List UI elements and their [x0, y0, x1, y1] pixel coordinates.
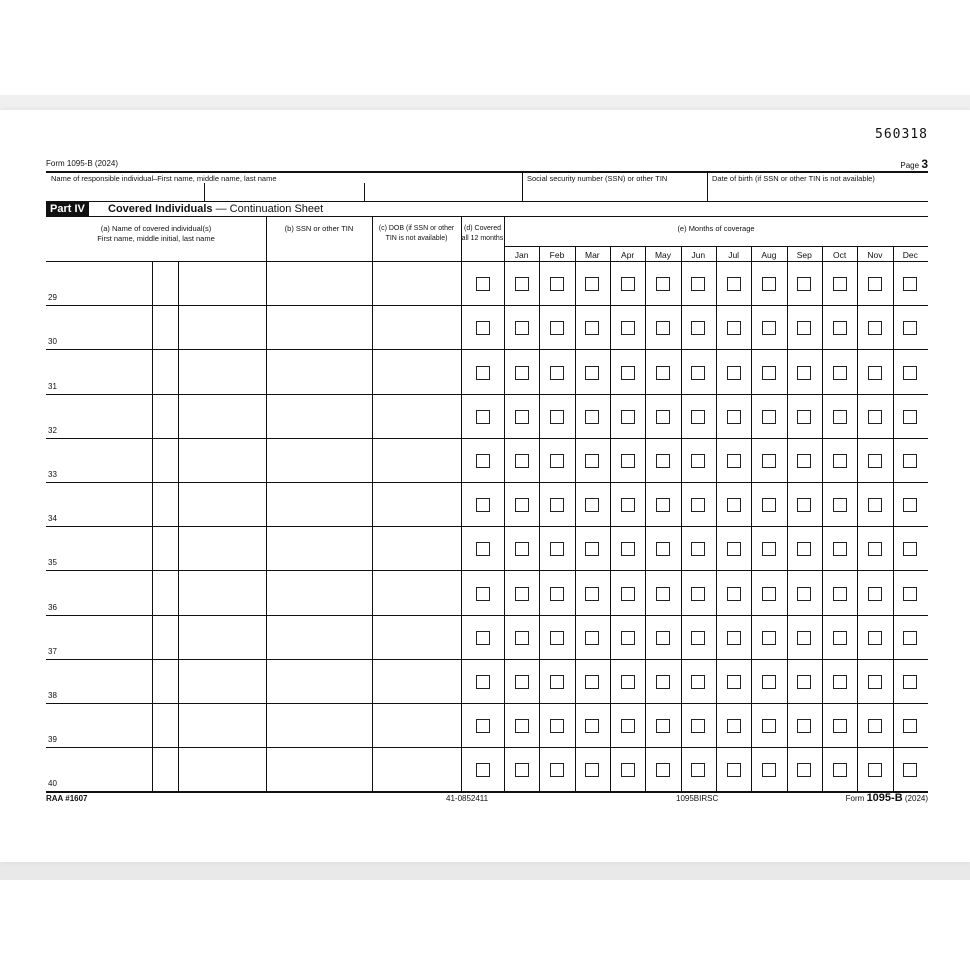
month-checkbox-may[interactable] — [656, 454, 670, 468]
page-word: Page — [900, 161, 920, 170]
month-checkbox-nov[interactable] — [868, 675, 882, 689]
month-checkbox-aug[interactable] — [762, 277, 776, 291]
dob-divider — [707, 172, 708, 201]
row-number: 30 — [48, 337, 57, 347]
month-checkbox-aug[interactable] — [762, 410, 776, 424]
col-c-header — [372, 224, 461, 244]
column-line-1 — [178, 262, 179, 792]
month-checkbox-sep[interactable] — [797, 719, 811, 733]
month-checkbox-mar[interactable] — [585, 763, 599, 777]
month-checkbox-jan[interactable] — [515, 675, 529, 689]
month-checkbox-feb[interactable] — [550, 498, 564, 512]
col-b-header: (b) SSN or other TIN — [284, 224, 354, 233]
month-checkbox-dec[interactable] — [903, 498, 917, 512]
month-checkbox-mar[interactable] — [585, 675, 599, 689]
column-line-4 — [461, 217, 462, 792]
month-checkbox-apr[interactable] — [621, 410, 635, 424]
month-checkbox-jul[interactable] — [727, 587, 741, 601]
covered-all-year-checkbox[interactable] — [476, 498, 490, 512]
month-checkbox-oct[interactable] — [833, 454, 847, 468]
month-checkbox-mar[interactable] — [585, 498, 599, 512]
covered-all-year-checkbox[interactable] — [476, 410, 490, 424]
month-checkbox-nov[interactable] — [868, 631, 882, 645]
month-checkbox-jul[interactable] — [727, 675, 741, 689]
row-number: 32 — [48, 425, 57, 435]
month-checkbox-jan[interactable] — [515, 321, 529, 335]
month-checkbox-jan[interactable] — [515, 542, 529, 556]
month-checkbox-may[interactable] — [656, 631, 670, 645]
month-checkbox-jun[interactable] — [691, 410, 705, 424]
col-a-label: (a) Name of covered individual(s) — [100, 224, 212, 233]
footer-form-number: 1095-B — [866, 792, 903, 804]
month-column-line-9 — [822, 247, 823, 792]
col-a-header — [46, 224, 266, 244]
month-checkbox-feb[interactable] — [550, 366, 564, 380]
row-rule — [46, 305, 928, 306]
month-checkbox-jun[interactable] — [691, 631, 705, 645]
month-checkbox-oct[interactable] — [833, 675, 847, 689]
month-column-line-3 — [610, 247, 611, 792]
raa-code: RAA #1607 — [46, 794, 88, 803]
month-checkbox-jul[interactable] — [727, 498, 741, 512]
month-checkbox-nov[interactable] — [868, 542, 882, 556]
col-c-label: (c) DOB (if SSN or other — [378, 225, 455, 232]
row-rule — [46, 570, 928, 571]
month-checkbox-dec[interactable] — [903, 366, 917, 380]
month-checkbox-dec[interactable] — [903, 675, 917, 689]
month-checkbox-jun[interactable] — [691, 366, 705, 380]
name-divider-2 — [364, 183, 365, 201]
month-checkbox-jun[interactable] — [691, 454, 705, 468]
month-checkbox-sep[interactable] — [797, 410, 811, 424]
month-checkbox-apr[interactable] — [621, 454, 635, 468]
month-checkbox-may[interactable] — [656, 366, 670, 380]
month-column-line-11 — [893, 247, 894, 792]
month-checkbox-jun[interactable] — [691, 675, 705, 689]
month-checkbox-mar[interactable] — [585, 410, 599, 424]
form-code: 1095BIRSC — [676, 794, 719, 803]
month-checkbox-dec[interactable] — [903, 719, 917, 733]
month-label-oct: Oct — [833, 250, 847, 260]
month-checkbox-dec[interactable] — [903, 277, 917, 291]
column-line-2 — [266, 217, 267, 792]
covered-all-year-checkbox[interactable] — [476, 763, 490, 777]
month-checkbox-apr[interactable] — [621, 763, 635, 777]
top-rule — [46, 171, 928, 173]
footer-form-year: (2024) — [904, 794, 928, 803]
month-checkbox-oct[interactable] — [833, 763, 847, 777]
month-checkbox-dec[interactable] — [903, 763, 917, 777]
row-number: 37 — [48, 646, 57, 656]
month-checkbox-mar[interactable] — [585, 277, 599, 291]
part-title-main: Covered Individuals — [108, 203, 213, 215]
row-rule — [46, 349, 928, 350]
month-checkbox-oct[interactable] — [833, 410, 847, 424]
month-checkbox-sep[interactable] — [797, 498, 811, 512]
month-checkbox-mar[interactable] — [585, 719, 599, 733]
row-number: 36 — [48, 602, 57, 612]
covered-all-year-checkbox[interactable] — [476, 277, 490, 291]
month-checkbox-nov[interactable] — [868, 719, 882, 733]
month-checkbox-oct[interactable] — [833, 498, 847, 512]
covered-all-year-checkbox[interactable] — [476, 321, 490, 335]
month-checkbox-mar[interactable] — [585, 587, 599, 601]
month-checkbox-sep[interactable] — [797, 366, 811, 380]
month-checkbox-may[interactable] — [656, 321, 670, 335]
month-checkbox-jan[interactable] — [515, 763, 529, 777]
month-checkbox-jun[interactable] — [691, 587, 705, 601]
month-checkbox-feb[interactable] — [550, 763, 564, 777]
ein-code: 41-0852411 — [446, 794, 489, 803]
month-checkbox-dec[interactable] — [903, 321, 917, 335]
month-checkbox-aug[interactable] — [762, 631, 776, 645]
month-checkbox-apr[interactable] — [621, 542, 635, 556]
month-label-apr: Apr — [621, 250, 635, 260]
month-checkbox-may[interactable] — [656, 719, 670, 733]
month-checkbox-sep[interactable] — [797, 587, 811, 601]
month-label-jan: Jan — [514, 250, 529, 260]
part-rule — [46, 216, 928, 217]
month-checkbox-jan[interactable] — [515, 587, 529, 601]
month-checkbox-feb[interactable] — [550, 719, 564, 733]
covered-all-year-checkbox[interactable] — [476, 542, 490, 556]
month-checkbox-may[interactable] — [656, 542, 670, 556]
month-checkbox-nov[interactable] — [868, 277, 882, 291]
row-rule — [46, 526, 928, 527]
month-checkbox-feb[interactable] — [550, 587, 564, 601]
month-checkbox-mar[interactable] — [585, 631, 599, 645]
month-checkbox-jun[interactable] — [691, 542, 705, 556]
month-checkbox-mar[interactable] — [585, 366, 599, 380]
month-checkbox-feb[interactable] — [550, 631, 564, 645]
month-checkbox-apr[interactable] — [621, 277, 635, 291]
month-checkbox-nov[interactable] — [868, 763, 882, 777]
month-label-sep: Sep — [796, 250, 812, 260]
month-checkbox-apr[interactable] — [621, 587, 635, 601]
row-number: 38 — [48, 691, 57, 700]
col-e-header: (e) Months of coverage — [677, 224, 755, 233]
month-checkbox-nov[interactable] — [868, 454, 882, 468]
covered-all-year-checkbox[interactable] — [476, 675, 490, 689]
month-checkbox-may[interactable] — [656, 587, 670, 601]
row-rule — [46, 394, 928, 395]
month-checkbox-dec[interactable] — [903, 542, 917, 556]
month-label-aug: Aug — [761, 250, 777, 260]
month-checkbox-jul[interactable] — [727, 763, 741, 777]
covered-all-year-checkbox[interactable] — [476, 719, 490, 733]
month-column-line-1 — [539, 247, 540, 792]
month-checkbox-oct[interactable] — [833, 366, 847, 380]
row-number: 33 — [48, 470, 57, 479]
month-checkbox-feb[interactable] — [550, 321, 564, 335]
month-checkbox-nov[interactable] — [868, 321, 882, 335]
header-rule — [46, 201, 928, 202]
column-line-0 — [152, 262, 153, 792]
month-checkbox-jul[interactable] — [727, 410, 741, 424]
month-checkbox-feb[interactable] — [550, 454, 564, 468]
month-checkbox-feb[interactable] — [550, 675, 564, 689]
row-rule — [46, 438, 928, 439]
month-column-line-8 — [787, 247, 788, 792]
month-checkbox-nov[interactable] — [868, 498, 882, 512]
month-checkbox-apr[interactable] — [621, 719, 635, 733]
month-checkbox-feb[interactable] — [550, 542, 564, 556]
month-column-line-5 — [681, 247, 682, 792]
month-checkbox-jun[interactable] — [691, 277, 705, 291]
row-rule — [46, 482, 928, 483]
dob-label: Date of birth (if SSN or other TIN is not available) — [712, 174, 875, 183]
month-checkbox-sep[interactable] — [797, 631, 811, 645]
row-number: 29 — [48, 293, 57, 303]
row-rule — [46, 747, 928, 748]
page-number: 3 — [921, 157, 928, 171]
month-checkbox-apr[interactable] — [621, 498, 635, 512]
month-checkbox-nov[interactable] — [868, 587, 882, 601]
month-checkbox-may[interactable] — [656, 277, 670, 291]
month-checkbox-may[interactable] — [656, 498, 670, 512]
month-checkbox-mar[interactable] — [585, 321, 599, 335]
month-checkbox-apr[interactable] — [621, 631, 635, 645]
month-checkbox-dec[interactable] — [903, 454, 917, 468]
month-checkbox-nov[interactable] — [868, 366, 882, 380]
month-checkbox-jan[interactable] — [515, 498, 529, 512]
month-checkbox-sep[interactable] — [797, 675, 811, 689]
month-label-feb: Feb — [549, 250, 565, 260]
month-checkbox-aug[interactable] — [762, 719, 776, 733]
month-checkbox-aug[interactable] — [762, 321, 776, 335]
col-c-sub: TIN is not available) — [385, 235, 448, 242]
month-checkbox-jan[interactable] — [515, 277, 529, 291]
month-checkbox-apr[interactable] — [621, 675, 635, 689]
row-number: 34 — [48, 514, 57, 524]
month-label-jul: Jul — [728, 250, 740, 260]
row-number: 31 — [48, 381, 57, 391]
month-checkbox-may[interactable] — [656, 675, 670, 689]
serial-number: 560318 — [875, 127, 928, 142]
month-checkbox-jan[interactable] — [515, 631, 529, 645]
month-checkbox-jun[interactable] — [691, 321, 705, 335]
month-checkbox-mar[interactable] — [585, 454, 599, 468]
month-checkbox-may[interactable] — [656, 410, 670, 424]
month-checkbox-oct[interactable] — [833, 631, 847, 645]
month-checkbox-jan[interactable] — [515, 410, 529, 424]
month-checkbox-sep[interactable] — [797, 763, 811, 777]
month-label-may: May — [654, 250, 671, 260]
month-checkbox-mar[interactable] — [585, 542, 599, 556]
month-checkbox-may[interactable] — [656, 763, 670, 777]
month-column-line-2 — [575, 247, 576, 792]
row-number: 35 — [48, 558, 57, 568]
month-checkbox-nov[interactable] — [868, 410, 882, 424]
month-checkbox-jul[interactable] — [727, 542, 741, 556]
month-checkbox-jul[interactable] — [727, 454, 741, 468]
month-checkbox-oct[interactable] — [833, 321, 847, 335]
part-title-sub: — Continuation Sheet — [215, 203, 324, 215]
responsible-name-label: Name of responsible individual–First name, middle name, last name — [51, 174, 277, 183]
month-checkbox-jun[interactable] — [691, 498, 705, 512]
month-checkbox-oct[interactable] — [833, 542, 847, 556]
col-d-header — [461, 224, 504, 244]
covered-all-year-checkbox[interactable] — [476, 587, 490, 601]
month-label-jun: Jun — [691, 250, 706, 260]
col-a-sub: First name, middle initial, last name — [97, 234, 215, 243]
ssn-divider — [522, 172, 523, 201]
month-checkbox-jul[interactable] — [727, 631, 741, 645]
month-label-nov: Nov — [867, 250, 883, 260]
month-checkbox-aug[interactable] — [762, 454, 776, 468]
month-checkbox-aug[interactable] — [762, 587, 776, 601]
covered-all-year-checkbox[interactable] — [476, 454, 490, 468]
row-rule — [46, 703, 928, 704]
month-checkbox-oct[interactable] — [833, 587, 847, 601]
month-checkbox-aug[interactable] — [762, 366, 776, 380]
month-checkbox-dec[interactable] — [903, 410, 917, 424]
month-checkbox-dec[interactable] — [903, 631, 917, 645]
col-d-label: (d) Covered — [464, 225, 501, 232]
month-checkbox-feb[interactable] — [550, 410, 564, 424]
month-checkbox-oct[interactable] — [833, 277, 847, 291]
month-column-line-10 — [857, 247, 858, 792]
month-checkbox-jul[interactable] — [727, 719, 741, 733]
page-label — [900, 157, 928, 171]
part-tag: Part IV — [46, 202, 89, 216]
column-line-3 — [372, 217, 373, 792]
month-checkbox-sep[interactable] — [797, 454, 811, 468]
month-checkbox-oct[interactable] — [833, 719, 847, 733]
part-title — [108, 203, 323, 215]
month-checkbox-feb[interactable] — [550, 277, 564, 291]
month-checkbox-aug[interactable] — [762, 542, 776, 556]
month-checkbox-sep[interactable] — [797, 542, 811, 556]
month-column-line-6 — [716, 247, 717, 792]
month-checkbox-aug[interactable] — [762, 675, 776, 689]
month-label-dec: Dec — [902, 250, 918, 260]
month-checkbox-jul[interactable] — [727, 366, 741, 380]
form-name: Form 1095-B (2024) — [46, 159, 119, 168]
month-checkbox-aug[interactable] — [762, 763, 776, 777]
month-checkbox-dec[interactable] — [903, 587, 917, 601]
month-checkbox-jul[interactable] — [727, 277, 741, 291]
row-rule — [46, 615, 928, 616]
col-d-sub: all 12 months — [461, 235, 504, 242]
month-checkbox-apr[interactable] — [621, 321, 635, 335]
month-checkbox-jan[interactable] — [515, 719, 529, 733]
month-checkbox-aug[interactable] — [762, 498, 776, 512]
month-checkbox-sep[interactable] — [797, 277, 811, 291]
month-checkbox-sep[interactable] — [797, 321, 811, 335]
covered-all-year-checkbox[interactable] — [476, 366, 490, 380]
name-divider-1 — [204, 183, 205, 201]
row-rule — [46, 659, 928, 660]
ssn-label: Social security number (SSN) or other TIN — [527, 174, 668, 183]
month-checkbox-jun[interactable] — [691, 719, 705, 733]
row-number: 40 — [48, 779, 57, 789]
month-label-mar: Mar — [585, 250, 600, 260]
row-number: 39 — [48, 735, 57, 745]
month-checkbox-jan[interactable] — [515, 366, 529, 380]
column-line-5 — [504, 217, 505, 792]
footer-form-name — [846, 792, 928, 804]
month-checkbox-apr[interactable] — [621, 366, 635, 380]
month-checkbox-jan[interactable] — [515, 454, 529, 468]
form-sheet — [0, 110, 970, 862]
month-checkbox-jul[interactable] — [727, 321, 741, 335]
month-column-line-7 — [751, 247, 752, 792]
footer-form-word: Form — [845, 794, 865, 803]
covered-all-year-checkbox[interactable] — [476, 631, 490, 645]
month-column-line-4 — [645, 247, 646, 792]
month-checkbox-jun[interactable] — [691, 763, 705, 777]
